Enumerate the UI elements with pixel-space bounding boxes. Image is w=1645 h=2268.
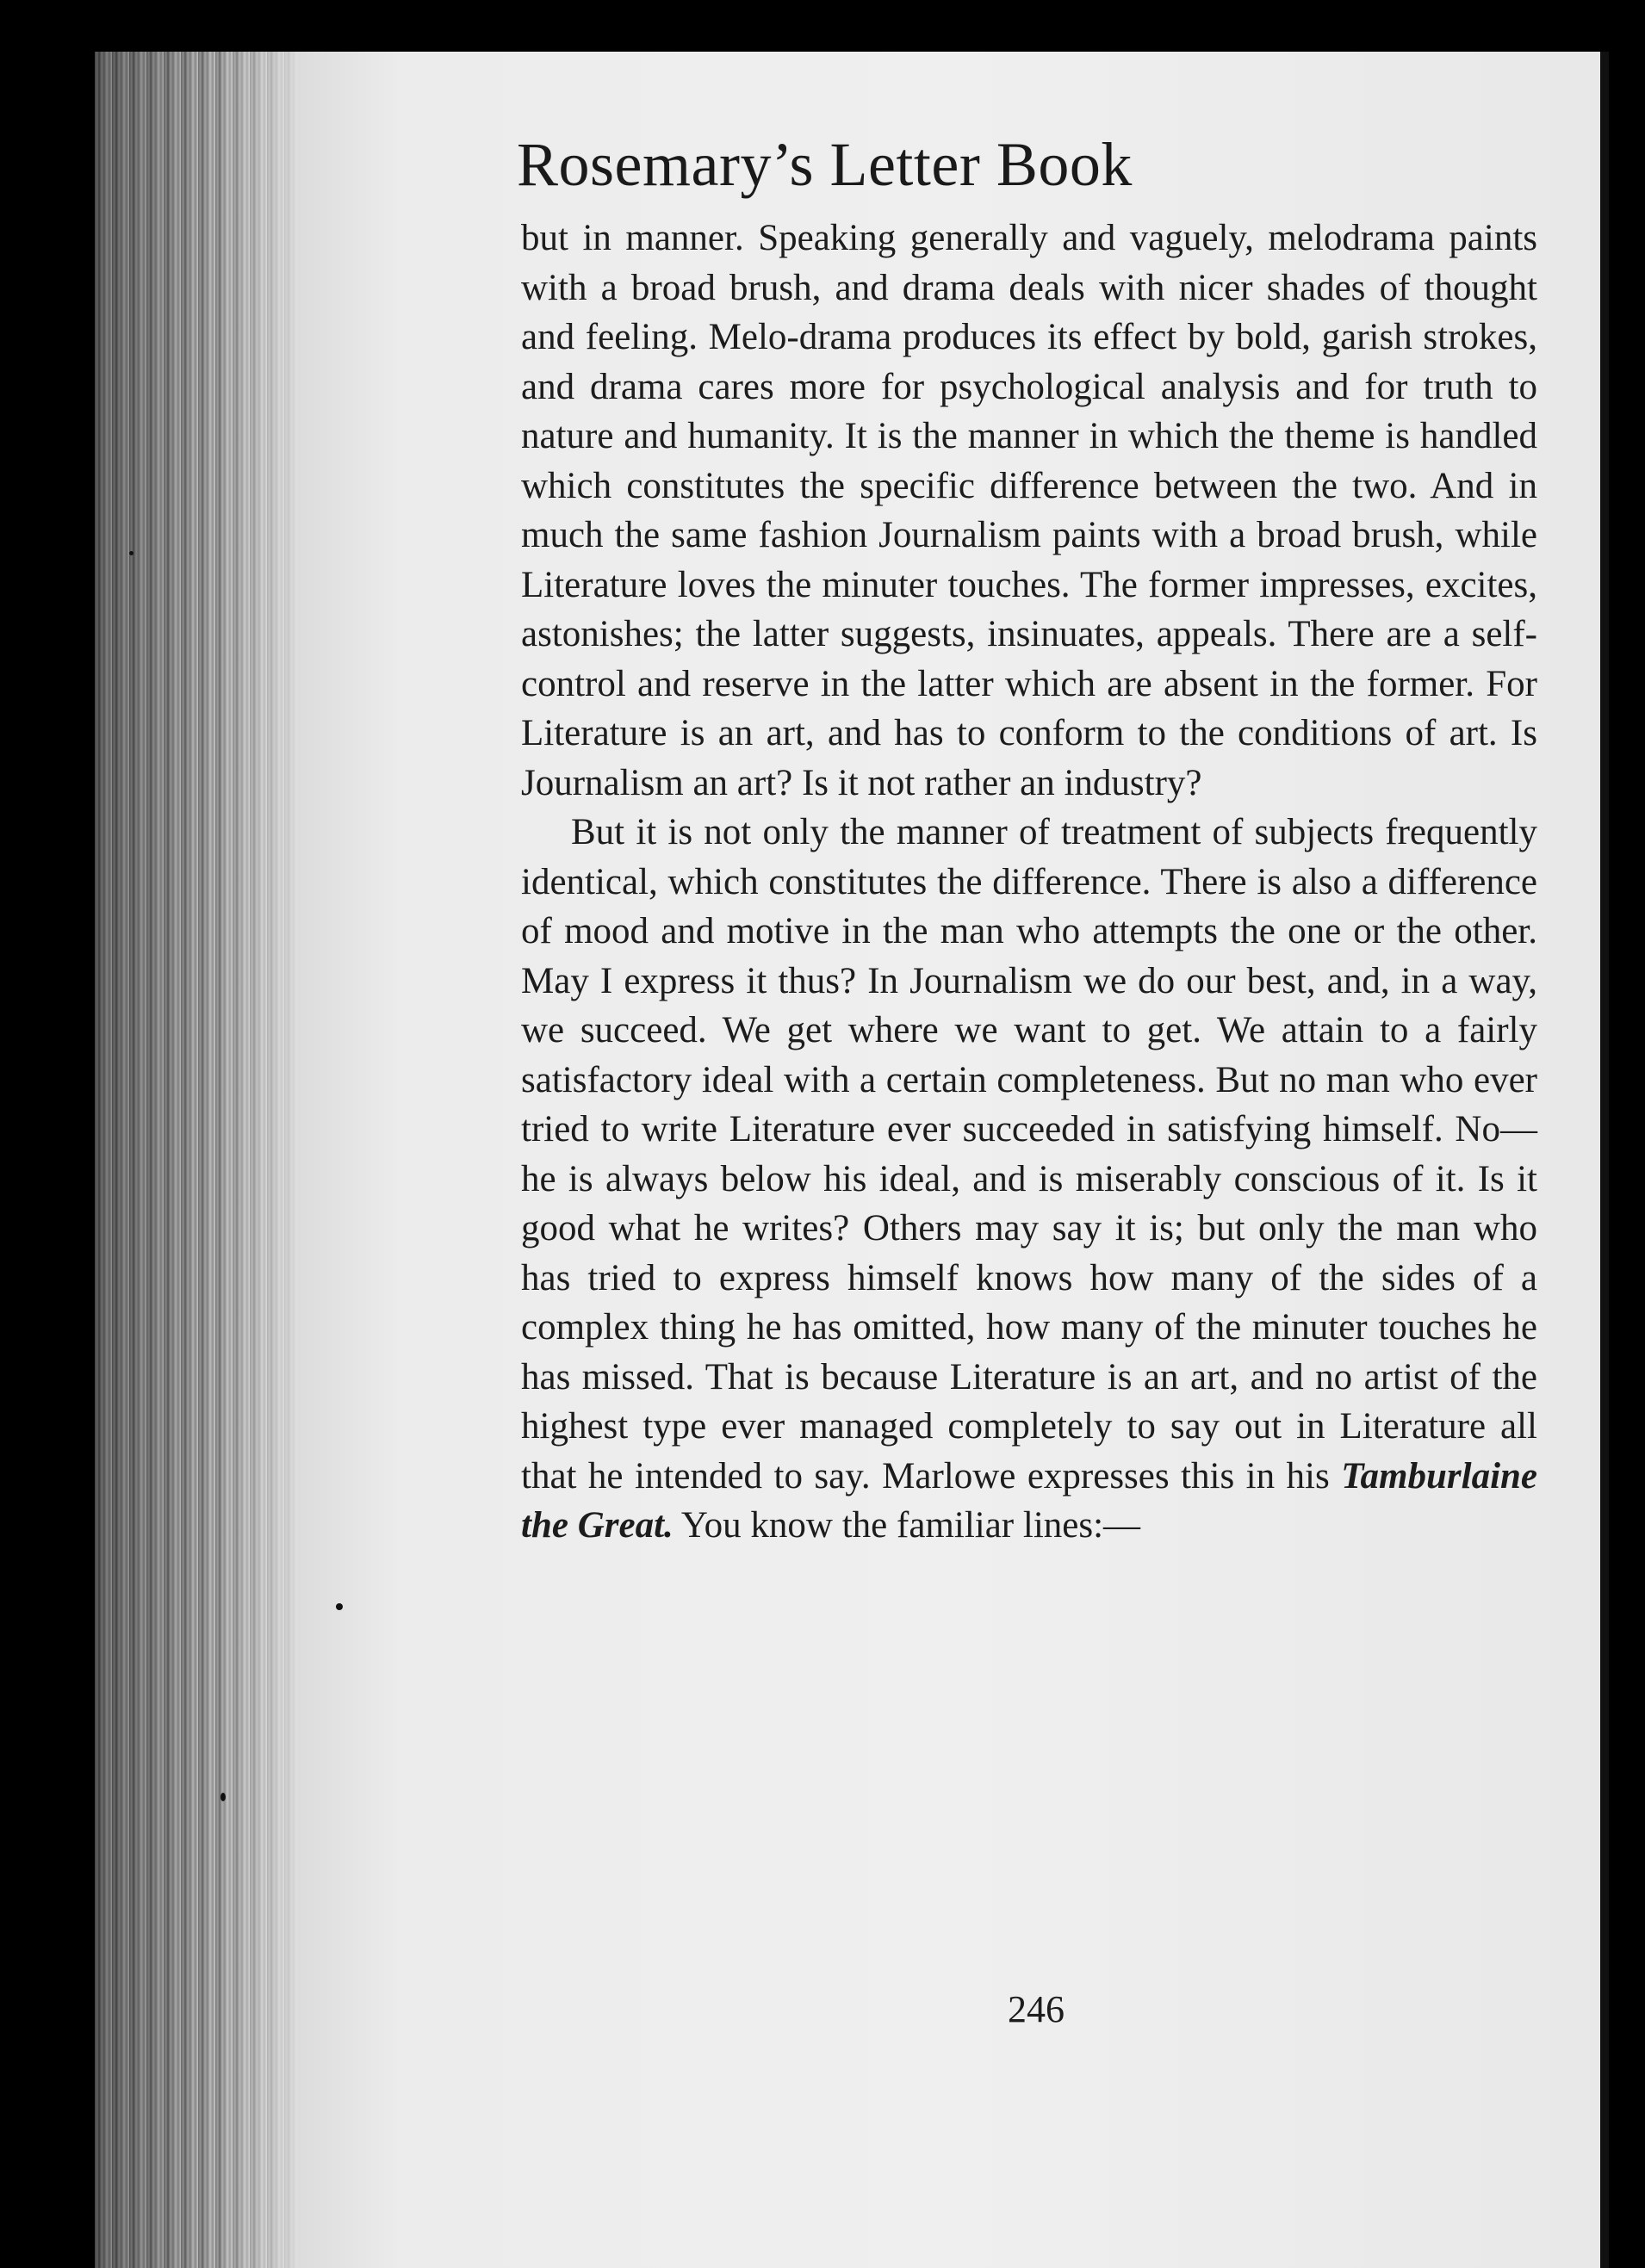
paragraph — [521, 808, 1537, 1551]
page-number: 246 — [1008, 1988, 1065, 2030]
dust-speck — [220, 1793, 226, 1801]
paragraph-text: But it is not only the manner of treatment of subjects frequently identical, which constitutes the difference. There is also a difference of mood and motive in the man who attempts the one or the other. May I express it thus? In Journalism we do our best, and, in a way, we succeed. We get where we want to get. We attain to a fairly satisfactory ideal with a certain completeness. But no man who ever tried to write Literature ever succeeded in satisfying himself. No—he is always below his ideal, and is miserably conscious of it. Is it good what he writes? Others may say it is; but only the man who has tried to express himself knows how many of the sides of a complex thing he has omitted, how many of the minuter touches he has missed. That is because Literature is an art, and no artist of the highest type ever managed completely to say out in Literature all that he intended to say. Marlowe expresses this in his — [521, 812, 1537, 1497]
paragraph: but in manner. Speaking generally and vaguely, melodrama paints with a broad brush, and drama deals with nicer shades of thought and feeling. Melo-drama produces its effect by bold, garish strokes, and drama cares more for psychological analysis and for truth to nature and humanity. It is the manner in which the theme is handled which constitutes the specific difference between the two. And in much the same fashion Journalism paints with a broad brush, while Literature loves the minuter touches. The former impresses, excites, astonishes; the latter suggests, insinuates, appeals. There are a self-control and reserve in the latter which are absent in the former. For Literature is an art, and has to conform to the conditions of art. Is Journalism an art? Is it not rather an industry? — [521, 218, 1537, 803]
running-head: Rosemary’s Letter Book — [517, 130, 1133, 199]
dust-speck — [129, 551, 133, 555]
paragraph-text-end: You know the familiar lines:— — [673, 1505, 1141, 1546]
italic-title: Tamburlaine the Great. — [521, 1455, 1538, 1546]
body-text — [521, 214, 1537, 1551]
dust-speck — [336, 1603, 343, 1610]
page-right-edge — [1600, 52, 1609, 2268]
page-edges-stack — [95, 52, 301, 2268]
